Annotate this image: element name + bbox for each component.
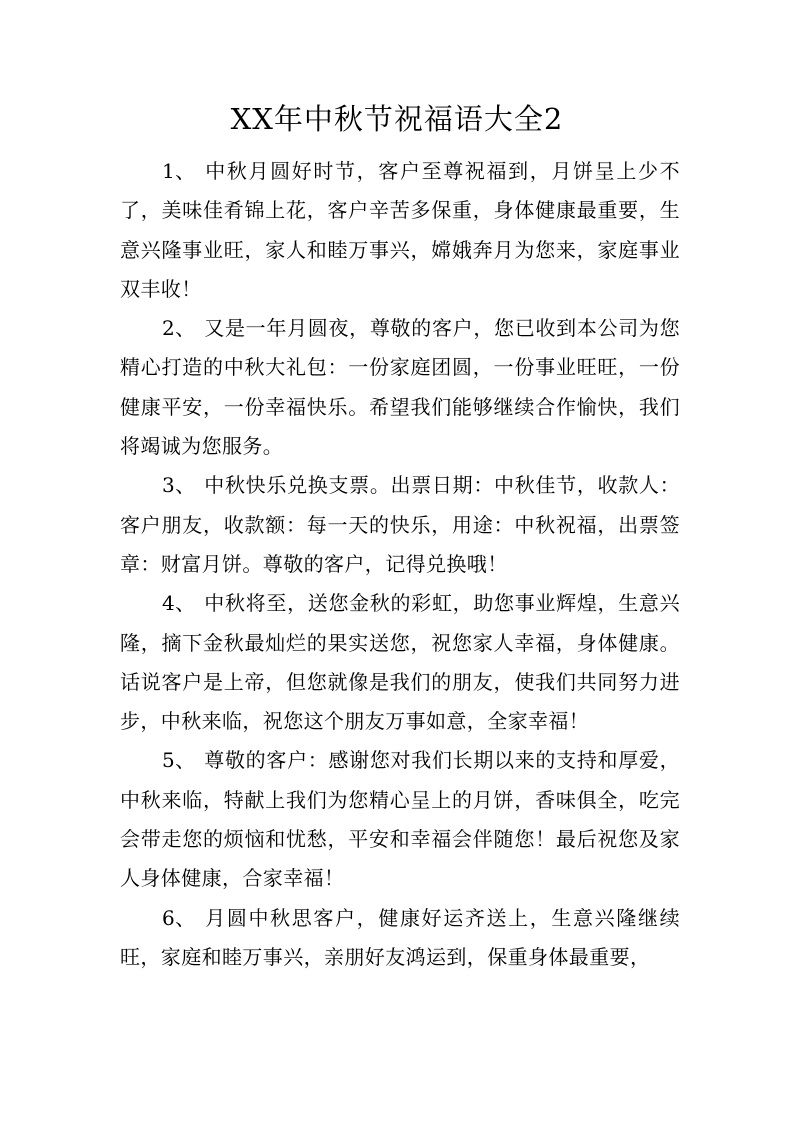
paragraph-1 [120, 152, 680, 309]
document-body [120, 152, 680, 977]
paragraph-2 [120, 309, 680, 466]
paragraph-number: 6、 [162, 905, 196, 930]
paragraph-3 [120, 466, 680, 584]
paragraph-number: 1、 [162, 159, 196, 183]
paragraph-number: 3、 [162, 473, 196, 498]
paragraph-text: 尊敬的客户：感谢您对我们长期以来的支持和厚爱，中秋来临，特献上我们为您精心呈上的月饼，香味俱全，吃完会带走您的烦恼和忧愁，平安和幸福会伴随您！最后祝您及家人身体健康，合家幸福！ [120, 748, 680, 891]
paragraph-number: 2、 [162, 316, 196, 341]
paragraph-4 [120, 584, 680, 741]
paragraph-number: 4、 [162, 591, 196, 616]
paragraph-text: 中秋月圆好时节，客户至尊祝福到，月饼呈上少不了，美味佳肴锦上花，客户辛苦多保重，身体健康最重要，生意兴隆事业旺，家人和睦万事兴，嫦娥奔月为您来，家庭事业双丰收！ [120, 159, 680, 301]
paragraph-number: 5、 [162, 748, 196, 773]
paragraph-text: 又是一年月圆夜，尊敬的客户，您已收到本公司为您精心打造的中秋大礼包：一份家庭团圆，一份事业旺旺，一份健康平安，一份幸福快乐。希望我们能够继续合作愉快，我们将竭诚为您服务。 [120, 316, 680, 459]
paragraph-5 [120, 741, 680, 898]
paragraph-6 [120, 899, 680, 978]
paragraph-text: 月圆中秋思客户，健康好运齐送上，生意兴隆继续旺，家庭和睦万事兴，亲朋好友鸿运到，保重身体最重要， [120, 905, 680, 969]
document-title: XX年中秋节祝福语大全2 [230, 102, 564, 136]
paragraph-text: 中秋将至，送您金秋的彩虹，助您事业辉煌，生意兴隆，摘下金秋最灿烂的果实送您，祝您家人幸福，身体健康。话说客户是上帝，但您就像是我们的朋友，使我们共同努力进步，中秋来临，祝您这个朋友万事如意，全家幸福！ [120, 591, 680, 734]
paragraph-text: 中秋快乐兑换支票。出票日期：中秋佳节，收款人：客户朋友，收款额：每一天的快乐，用途：中秋祝福，出票签章：财富月饼。尊敬的客户，记得兑换哦！ [120, 473, 680, 576]
